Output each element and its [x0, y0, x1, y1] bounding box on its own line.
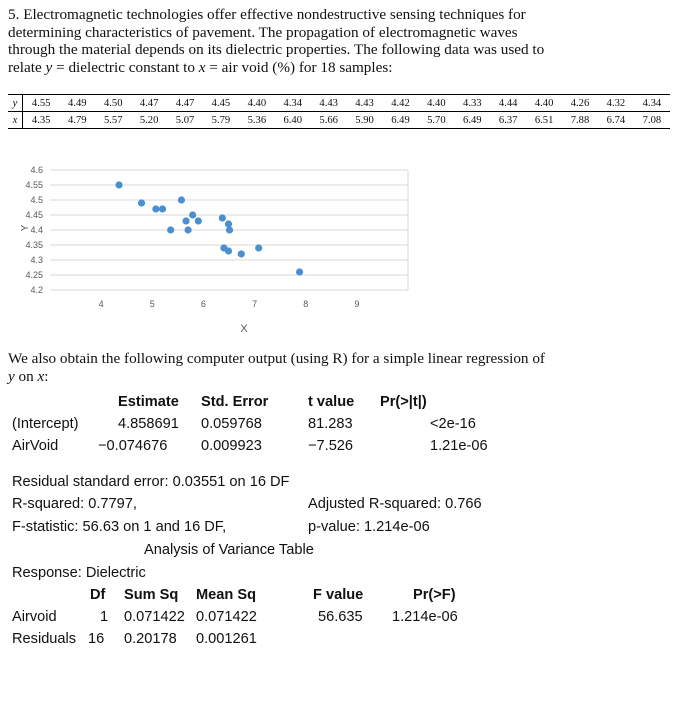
anova-residuals-df: 16 — [88, 631, 105, 647]
anova-airvoid-df: 1 — [100, 609, 109, 625]
table-row-x — [8, 112, 670, 129]
x-value-cell: 5.57 — [95, 112, 131, 129]
intercept-p-value: <2e-16 — [430, 416, 476, 432]
header-p-value: Pr(>|t|) — [380, 394, 427, 410]
scatter-point — [296, 268, 303, 275]
scatter-point — [226, 226, 233, 233]
scatter-point — [195, 217, 202, 224]
x-tick-labels — [99, 299, 360, 309]
y-value-cell: 4.40 — [418, 95, 454, 112]
anova-term-airvoid: Airvoid — [12, 609, 57, 625]
x-value-cell: 5.20 — [131, 112, 167, 129]
scatter-point — [159, 205, 166, 212]
scatter-point — [167, 226, 174, 233]
x-value-cell: 7.88 — [562, 112, 598, 129]
x-value-cell: 6.51 — [526, 112, 562, 129]
y-value-cell: 4.47 — [131, 95, 167, 112]
y-tick-label: 4.35 — [25, 240, 43, 250]
scatter-point — [178, 196, 185, 203]
y-value-cell: 4.26 — [562, 95, 598, 112]
airvoid-t-value: −7.526 — [308, 438, 354, 454]
scatter-point — [184, 226, 191, 233]
problem-line: through the material depends on its dielectric properties. The following data was used to — [8, 41, 545, 59]
y-value-cell: 4.45 — [203, 95, 239, 112]
intercept-estimate: 4.858691 — [118, 416, 179, 432]
anova-response: Response: Dielectric — [12, 565, 146, 581]
problem-statement — [8, 6, 608, 76]
model-p-value: p-value: 1.214e-06 — [308, 519, 430, 535]
adjusted-r-squared: Adjusted R-squared: 0.766 — [308, 496, 482, 512]
anova-residuals-mean-sq: 0.001261 — [196, 631, 257, 647]
scatter-point — [225, 220, 232, 227]
anova-header-sum-sq: Sum Sq — [124, 587, 179, 603]
intercept-t-value: 81.283 — [308, 416, 353, 432]
y-tick-label: 4.5 — [30, 195, 43, 205]
problem-line: relate y = dielectric constant to x = air void (%) for 18 samples: — [8, 58, 393, 76]
scatter-plot — [15, 148, 435, 344]
x-value-cell: 4.35 — [23, 112, 60, 129]
y-value-cell: 4.49 — [59, 95, 95, 112]
y-tick-label: 4.4 — [30, 225, 43, 235]
airvoid-std-error: 0.009923 — [201, 438, 262, 454]
scatter-point — [189, 211, 196, 218]
y-value-cell: 4.34 — [275, 95, 311, 112]
x-value-cell: 6.49 — [383, 112, 419, 129]
anova-header-p-value: Pr(>F) — [413, 587, 456, 603]
anova-header-f-value: F value — [313, 587, 364, 603]
data-points — [115, 181, 303, 275]
header-std-error: Std. Error — [201, 394, 269, 410]
y-tick-label: 4.2 — [30, 285, 43, 295]
airvoid-estimate: −0.074676 — [98, 438, 168, 454]
data-table — [8, 94, 670, 129]
x-tick-label: 7 — [252, 299, 258, 309]
x-tick-label: 8 — [303, 299, 309, 309]
x-tick-label: 4 — [98, 299, 104, 309]
term-airvoid: AirVoid — [12, 438, 59, 454]
x-value-cell: 6.37 — [490, 112, 526, 129]
y-tick-label: 4.55 — [25, 180, 43, 190]
y-value-cell: 4.42 — [383, 95, 419, 112]
x-value-cell: 6.40 — [275, 112, 311, 129]
y-axis-label: Y — [20, 224, 31, 232]
airvoid-p-value: 1.21e-06 — [430, 438, 488, 454]
anova-title: Analysis of Variance Table — [144, 542, 314, 558]
anova-airvoid-sum-sq: 0.071422 — [124, 609, 185, 625]
y-value-cell: 4.43 — [347, 95, 383, 112]
scatter-point — [225, 247, 232, 254]
scatter-point — [219, 214, 226, 221]
y-value-cell: 4.55 — [23, 95, 60, 112]
x-axis-label: X — [240, 323, 248, 335]
x-value-cell: 7.08 — [634, 112, 670, 129]
x-value-cell: 5.66 — [311, 112, 347, 129]
x-value-cell: 6.49 — [454, 112, 490, 129]
y-tick-label: 4.25 — [25, 270, 43, 280]
x-value-cell: 5.70 — [418, 112, 454, 129]
y-value-cell: 4.33 — [454, 95, 490, 112]
r-squared: R-squared: 0.7797, — [12, 496, 137, 512]
anova-residuals-sum-sq: 0.20178 — [124, 631, 177, 647]
header-estimate: Estimate — [118, 394, 179, 410]
table-row-y — [8, 95, 670, 112]
scatter-point — [115, 181, 122, 188]
y-value-cell: 4.44 — [490, 95, 526, 112]
x-value-cell: 4.79 — [59, 112, 95, 129]
anova-term-residuals: Residuals — [12, 631, 77, 647]
y-tick-label: 4.45 — [25, 210, 43, 220]
problem-line: determining characteristics of pavement. The propagation of electromagnetic waves — [8, 23, 518, 41]
x-value-cell: 5.90 — [347, 112, 383, 129]
scatter-point — [238, 250, 245, 257]
x-tick-label: 9 — [354, 299, 360, 309]
regression-intro-text — [8, 350, 648, 385]
intro-line: We also obtain the following computer output (using R) for a simple linear regression of — [8, 350, 545, 367]
row-label-x: x — [8, 112, 23, 129]
f-statistic: F-statistic: 56.63 on 1 and 16 DF, — [12, 519, 227, 535]
anova-airvoid-p-value: 1.214e-06 — [392, 609, 458, 625]
problem-line: 5. Electromagnetic technologies offer effective nondestructive sensing techniques for — [8, 6, 526, 23]
intercept-std-error: 0.059768 — [201, 416, 262, 432]
y-value-cell: 4.50 — [95, 95, 131, 112]
x-tick-label: 5 — [149, 299, 155, 309]
x-value-cell: 6.74 — [598, 112, 634, 129]
x-value-cell: 5.07 — [167, 112, 203, 129]
anova-header-mean-sq: Mean Sq — [196, 587, 257, 603]
intro-line: y on x: — [8, 367, 49, 385]
x-value-cell: 5.36 — [239, 112, 275, 129]
y-value-cell: 4.32 — [598, 95, 634, 112]
y-value-cell: 4.47 — [167, 95, 203, 112]
scatter-point — [255, 244, 262, 251]
y-value-cell: 4.40 — [239, 95, 275, 112]
anova-header-df: Df — [90, 587, 106, 603]
y-value-cell: 4.40 — [526, 95, 562, 112]
anova-airvoid-f-value: 56.635 — [318, 609, 363, 625]
y-value-cell: 4.34 — [634, 95, 670, 112]
y-tick-label: 4.3 — [30, 255, 43, 265]
anova-airvoid-mean-sq: 0.071422 — [196, 609, 257, 625]
scatter-point — [152, 205, 159, 212]
header-t-value: t value — [308, 394, 355, 410]
x-tick-label: 6 — [200, 299, 206, 309]
scatter-point — [182, 217, 189, 224]
scatter-point — [138, 199, 145, 206]
term-intercept: (Intercept) — [12, 416, 79, 432]
row-label-y: y — [8, 95, 23, 112]
residual-standard-error: Residual standard error: 0.03551 on 16 DF — [12, 474, 290, 490]
y-value-cell: 4.43 — [311, 95, 347, 112]
y-tick-label: 4.6 — [30, 165, 43, 175]
x-value-cell: 5.79 — [203, 112, 239, 129]
